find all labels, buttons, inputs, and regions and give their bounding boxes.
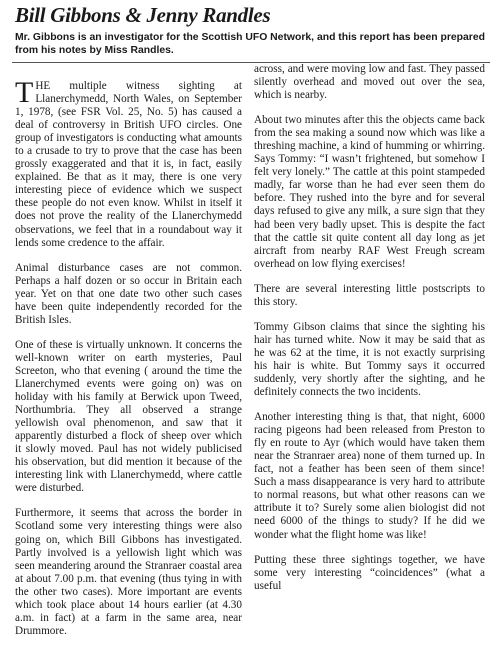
paragraph: Animal disturbance cases are not common. Perhaps a half dozen or so occur in Britain each year. Yet on that one date two other such cases have been quite independently recorded for the British Isles. <box>15 261 242 326</box>
right-column <box>254 63 485 605</box>
paragraph: One of these is virtually unknown. It concerns the well-known writer on earth mysteries, Paul Screeton, who that evening ( around the time the Llanerchymed events were going on) was on holiday with his family at Berwick upon Tweed, Northumbria. They all observed a strange yellowish oval phenomenon, and saw that it apparently disturbed a flock of sheep over which it slowly moved. Paul has not widely publicised his observation, but did mention it because of the interesting link with Llanerchymedd, where cattle were disturbed. <box>15 338 242 495</box>
paragraph: Putting these three sightings together, we have some very interesting “coincidences” (what a useful <box>254 553 485 592</box>
paragraph-text: HE multiple witness sighting at Llanerchymedd, North Wales, on September 1, 1978, (see FSR Vol. 25, No. 5) has caused a deal of controversy in British UFO circles. One group of investigators is conducting what amounts to a crusade to try to prove that the case has been grossly exaggerated and that it is, in fact, easily explained. Be that as it may, there is one very interesting piece of evidence which we suspect these people do not even know. Whilst in itself it does not prove the reality of the Llanerchymedd observations, we feel that in a roundabout way it lends some credence to the affair. <box>15 80 242 249</box>
paragraph: Tommy Gibson claims that since the sighting his hair has turned white. Now it may be said that as he was 62 at the time, it is not exactly surprising his hair is white. But Tommy says it occurred suddenly, very shortly after the sighting, and he definitely connects the two incidents. <box>254 320 485 399</box>
article-byline: Bill Gibbons & Jenny Randles <box>15 3 271 27</box>
paragraph: Another interesting thing is that, that night, 6000 racing pigeons had been released from Preston to fly en route to Ayr (which would have taken them near the Stranraer area) none of them turned up. In fact, not a feather has been seen of them since! Such a mass disappearance is very hard to attribute to normal reasons, but what other reasons can we attribute it to? Surely some alien biologist did not need 6000 of the things to study? If he did we wonder what the flight home was like! <box>254 411 485 541</box>
paragraph: About two minutes after this the objects came back from the sea making a sound now which was like a threshing machine, a kind of humming or whirring. Says Tommy: “I wasn’t frightened, but somehow I felt very lonely.” The cattle at this point stampeded madly, far worse than he had ever seen them do before. They rushed into the byre and for several days refused to give any milk, a sure sign that they had been very badly upset. This is despite the fact that the cattle sit quite content all day long as jet aircraft from nearby RAF West Freugh scream overhead on low flying exercises! <box>254 114 485 270</box>
article-intro: Mr. Gibbons is an investigator for the Scottish UFO Network, and this report has been prepared from his notes by Miss Randles. <box>15 32 485 56</box>
paragraph: across, and were moving low and fast. They passed silently overhead and moved out over the sea, which is nearby. <box>254 63 485 102</box>
paragraph: There are several interesting little postscripts to this story. <box>254 282 485 308</box>
paragraph: Furthermore, it seems that across the border in Scotland some very interesting things were also going on, which Bill Gibbons has investigated. Partly involved is a yellowish light which was seen meandering around the Stranraer coastal area at about 7.00 p.m. that evening (thus tying in with the other two cases). More important are events which took place about 14 hours earlier (at 4.30 a.m. in fact) at a farm in the same area, near Drummore. <box>15 507 242 637</box>
paragraph <box>15 76 242 250</box>
drop-cap: T <box>15 76 34 109</box>
left-column <box>15 76 242 650</box>
